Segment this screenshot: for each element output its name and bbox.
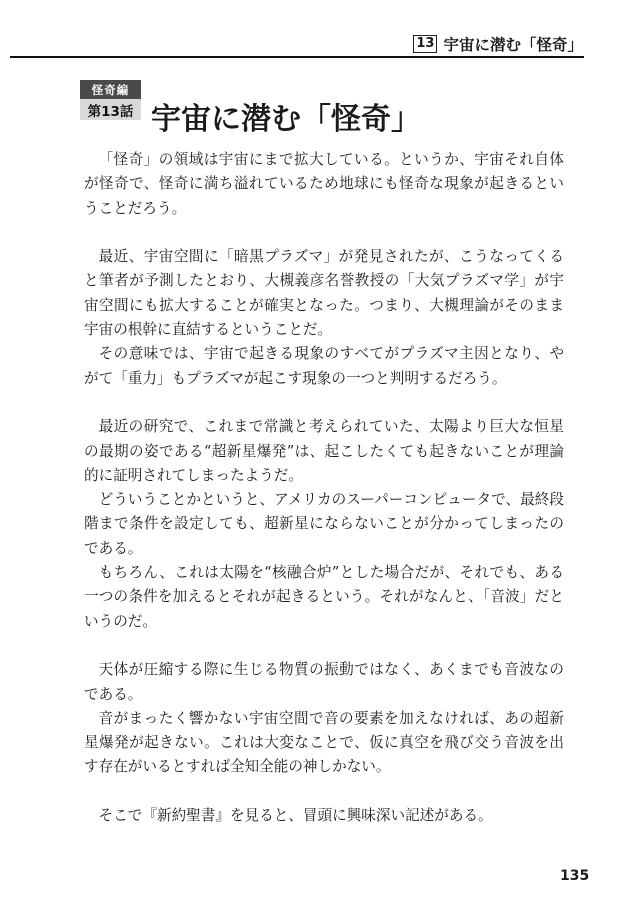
chapter-badge — [80, 80, 141, 120]
paragraph-break — [84, 780, 564, 804]
paragraph: 最近、宇宙空間に「暗黒プラズマ」が発見されたが、こうなってくると筆者が予測したとおり、大槻義彦名誉教授の「大気プラズマ学」が宇宙空間にも拡大することが確実となった。つまり、大槻理論がそのまま宇宙の根幹に直結するということだ。 — [84, 248, 564, 339]
episode-label: 第13話 — [80, 99, 141, 120]
paragraph-break — [84, 634, 564, 658]
page-number: 135 — [560, 868, 590, 884]
paragraph: 音がまったく響かない宇宙空間で音の要素を加えなければ、あの超新星爆発が起きない。これは大変なことで、仮に真空を飛び交う音波を出す存在がいるとすれば全知全能の神しかない。 — [84, 709, 564, 776]
paragraph: 天体が圧縮する際に生じる物質の振動ではなく、あくまでも音波なのである。 — [84, 661, 564, 703]
paragraph: 最近の研究で、これまで常識と考えられていた、太陽より巨大な恒星の最期の姿である“超新星爆発”は、起こしたくても起きないことが理論的に証明されてしまったようだ。 — [84, 418, 564, 484]
running-title: 宇宙に潜む「怪奇」 — [443, 36, 583, 54]
paragraph: そこで『新約聖書』を見ると、冒頭に興味深い記述がある。 — [98, 807, 493, 825]
running-chapter-number: 13 — [413, 35, 437, 53]
chapter-title: 宇宙に潜む「怪奇」 — [151, 102, 421, 138]
paragraph: どういうことかというと、アメリカのスーパーコンピュータで、最終段階まで条件を設定しても、超新星にならないことが分かってしまったのである。 — [84, 491, 564, 557]
running-header — [413, 33, 583, 55]
header-rule — [10, 56, 584, 58]
body-text — [84, 148, 564, 828]
paragraph: 「怪奇」の領域は宇宙にまで拡大している。というか、宇宙それ自体が怪奇で、怪奇に満ち溢れているため地球にも怪奇な現象が起きるということだろう。 — [84, 151, 564, 217]
paragraph-break — [84, 221, 564, 245]
paragraph: もちろん、これは太陽を“核融合炉”とした場合だが、それでも、ある一つの条件を加えるとそれが起きるという。それがなんと、「音波」だというのだ。 — [84, 564, 564, 630]
series-label: 怪奇編 — [80, 80, 141, 99]
paragraph-break — [84, 391, 564, 415]
paragraph: その意味では、宇宙で起きる現象のすべてがプラズマ主因となり、やがて「重力」もプラズマが起こす現象の一つと判明するだろう。 — [84, 345, 564, 387]
